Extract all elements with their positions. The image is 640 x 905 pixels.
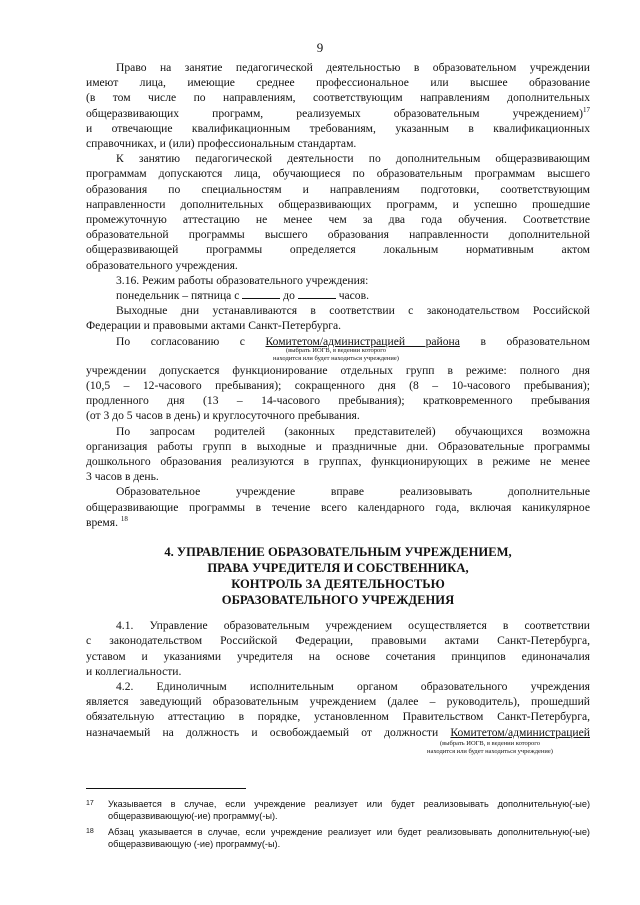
text-line: учреждении допускается функционирование отдельных групп в режиме: полного дня [86, 363, 590, 377]
text-line: общеразвивающие программы в течение всего календарного года, включая каникулярное [86, 500, 590, 514]
appointment-note [86, 740, 590, 756]
footnote-17 [86, 798, 590, 822]
text-line: (10,5 – 12-часового пребывания); сокращенного дня (8 – 10-часового пребывания); [86, 379, 590, 393]
heading-line: 4. УПРАВЛЕНИЕ ОБРАЗОВАТЕЛЬНЫМ УЧРЕЖДЕНИЕМ, [164, 545, 512, 560]
section-4-heading [86, 544, 590, 608]
text-line: 4.2. Единоличным исполнительным органом образовательного учреждения [116, 679, 590, 693]
text-line: (в том числе по направлениям, соответствующим направлениям дополнительных [86, 91, 590, 105]
text-line: К занятию педагогической деятельности по дополнительным общеразвивающим [116, 152, 590, 166]
footnote-mark: 18 [86, 828, 94, 835]
footnote-text: Абзац указывается в случае, если учреждение реализует или будет реализовывать дополнительную(-ые) общеразвивающую (-ие) программу(-ы). [108, 827, 590, 849]
note-line: (выбрать ИОГВ, в ведении которого [439, 739, 541, 747]
text-fragment: в образовательном [480, 334, 590, 348]
footnotes [86, 798, 590, 854]
footnote-separator [86, 788, 246, 789]
schedule-from-blank[interactable] [242, 288, 280, 299]
text-line: Право на занятие педагогической деятельностью в образовательном учреждении [116, 61, 590, 74]
paragraph-3-16: 3.16. Режим работы образовательного учреждения: [116, 273, 369, 287]
text-line: направленности дополнительных общеразвивающих программ, и успешно прошедшие [86, 197, 590, 211]
footnote-ref-18: 18 [120, 515, 128, 524]
note-box [390, 740, 590, 756]
heading-line: ОБРАЗОВАТЕЛЬНОГО УЧРЕЖДЕНИЯ [221, 593, 455, 608]
text-line [56, 106, 590, 121]
authority-placeholder: Комитетом/администрацией района [265, 334, 460, 348]
paragraph-days-off [86, 303, 590, 333]
paragraph-parents-requests [86, 424, 590, 485]
text-line: По запросам родителей (законных представителей) обучающихся возможна [116, 424, 590, 438]
text-line [56, 515, 590, 530]
text-line: является заведующий образовательным учреждением (далее – руководитель), прошедший [86, 695, 590, 709]
text-fragment: время. [86, 515, 118, 529]
paragraph-students-admission [86, 151, 590, 273]
page-number: 9 [316, 40, 324, 55]
paragraph-4-2 [86, 679, 590, 740]
heading-line: КОНТРОЛЬ ЗА ДЕЯТЕЛЬНОСТЬЮ [231, 577, 445, 592]
text-fragment: По согласованию с [116, 334, 245, 348]
text-line: общеразвивающей программы определяется локальным нормативным актом [86, 243, 590, 257]
text-line: промежуточную аттестацию не менее чем за два года обучения. Соответствие [86, 213, 590, 227]
schedule-to-blank[interactable] [298, 288, 336, 299]
paragraph-extra-programs [86, 484, 590, 530]
schedule-line [86, 288, 590, 303]
text-line: справочниках, и (или) профессиональным стандартам. [86, 137, 357, 151]
note-line: находится или будет находиться учреждение) [273, 354, 399, 362]
text-line: образовательной программы высшего образования направленности дополнительной [86, 228, 590, 242]
text-line: (от 3 до 5 часов в день) и круглосуточного пребывания. [86, 409, 360, 423]
text-fragment: назначаемый на должность и освобождаемый от должности [86, 725, 439, 739]
paragraph-4-1 [86, 618, 590, 679]
schedule-prefix: понедельник – пятница с [116, 289, 240, 303]
note-line: (выбрать ИОГВ, в ведении которого [285, 346, 387, 354]
agreement-note [236, 347, 436, 363]
footnote-text: Указывается в случае, если учреждение реализует или будет реализовывать дополнительную(-ые) общеразвивающую(-ие) программу(-ы). [108, 799, 590, 821]
text-line: с законодательством Российской Федерации, правовыми актами Санкт-Петербурга, [86, 634, 590, 648]
text-line: программам допускаются лица, обучающиеся по образовательным программам высшего [86, 167, 590, 181]
heading-line: ПРАВА УЧРЕДИТЕЛЯ И СОБСТВЕННИКА, [207, 561, 469, 576]
text-line: и коллегиальности. [86, 664, 182, 678]
text-line: обязательную аттестацию в порядке, установленном Правительством Санкт-Петербурга, [86, 710, 590, 724]
paragraph-agreement-continued [86, 363, 590, 424]
document-body [86, 60, 590, 756]
text-line: продленного дня (13 – 14-часового пребывания); кратковременного пребывания [86, 394, 590, 408]
text-line: уставом и указаниями учредителя на основе сочетания принципов единоначалия [86, 649, 590, 663]
text-line: 4.1. Управление образовательным учреждением осуществляется в соответствии [116, 619, 590, 633]
text-line: образовательного учреждения. [86, 258, 238, 272]
text-line: Федерации и правовыми актами Санкт-Петербурга. [86, 319, 342, 333]
text-line: и отвечающие квалификационным требованиям, указанным в квалификационных [86, 121, 590, 135]
footnote-18 [86, 826, 590, 850]
text-line: 3 часов в день. [86, 470, 159, 484]
schedule-middle: до [283, 289, 295, 303]
text-line: имеют лица, имеющие среднее профессиональное или высшее образование [86, 76, 590, 90]
footnote-mark: 17 [86, 800, 94, 807]
text-line: образования по специальностям и направлениям подготовки, соответствующим [86, 182, 590, 196]
schedule-suffix: часов. [338, 289, 369, 303]
text-line: дошкольного образования реализуются в группах, функционирующих в режиме не менее [86, 455, 590, 469]
paragraph-teaching-right [86, 60, 590, 151]
text-line: организация работы групп в выходные и праздничные дни. Образовательные программы [86, 439, 590, 453]
text-line: Образовательное учреждение вправе реализовывать дополнительные [116, 485, 590, 499]
text-line: Выходные дни устанавливаются в соответствии с законодательством Российской [116, 304, 590, 318]
footnote-ref-17: 17 [583, 105, 590, 114]
note-line: находится или будет находиться учреждение) [427, 747, 553, 755]
authority-placeholder: Комитетом/администрацией [450, 725, 590, 739]
text-fragment: общеразвивающих программ, реализуемых образовательным учреждением) [86, 106, 583, 120]
text-line [56, 725, 590, 740]
